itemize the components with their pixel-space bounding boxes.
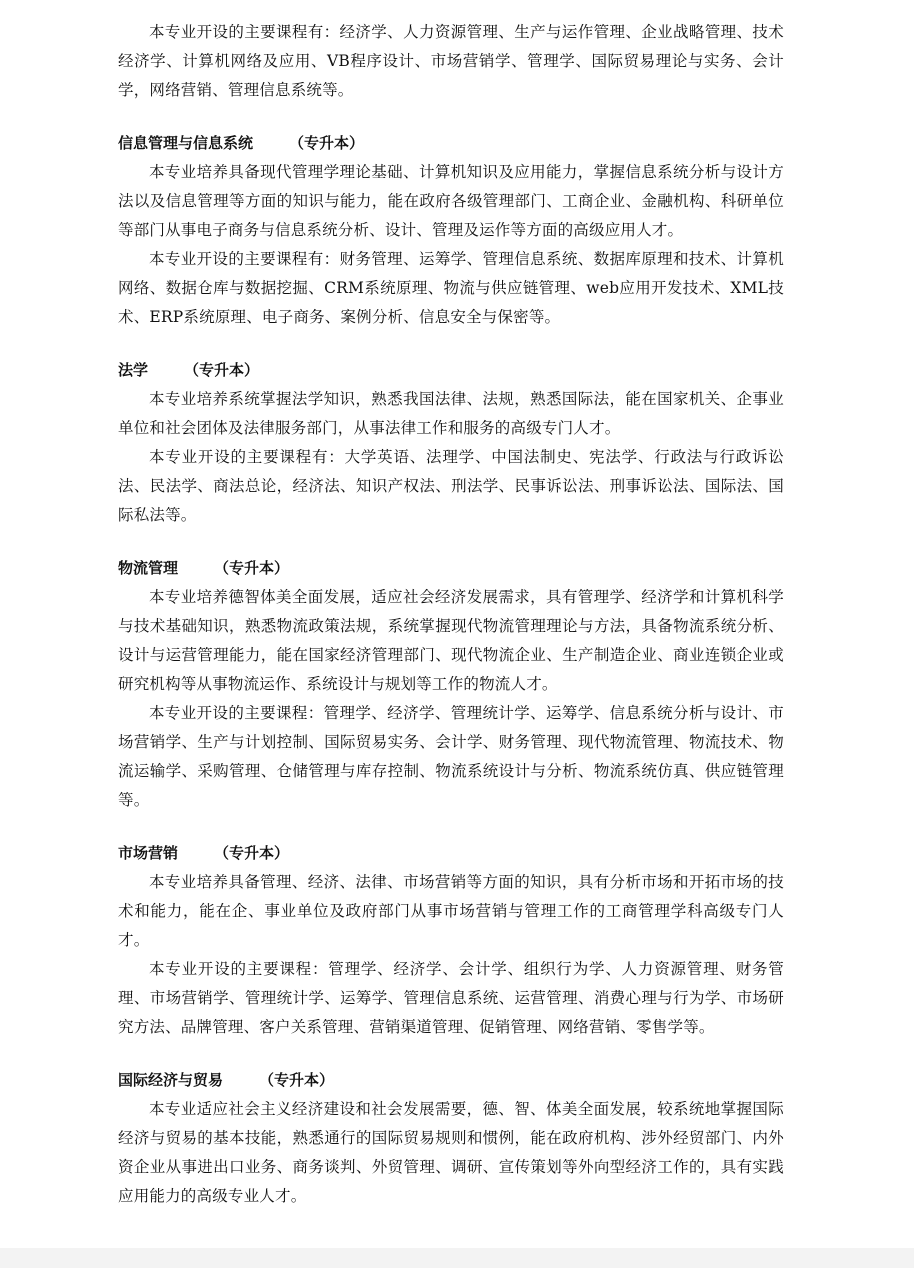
section-heading	[118, 129, 784, 158]
section-logistics	[118, 554, 784, 815]
section-paragraph: 本专业开设的主要课程：管理学、经济学、管理统计学、运筹学、信息系统分析与设计、市场营销学、生产与计划控制、国际贸易实务、会计学、财务管理、现代物流管理、物流技术、物流运输学、采购管理、仓储管理与库存控制、物流系统设计与分析、物流系统仿真、供应链管理等。	[118, 704, 784, 809]
section-title: 国际经济与贸易	[118, 1071, 224, 1089]
section-heading	[118, 839, 784, 868]
intro-paragraph: 本专业开设的主要课程有：经济学、人力资源管理、生产与运作管理、企业战略管理、技术经济学、计算机网络及应用、VB程序设计、市场营销学、管理学、国际贸易理论与实务、会计学，网络营销、管理信息系统等。	[118, 23, 784, 99]
section-title: 法学	[118, 361, 149, 379]
section-paragraph: 本专业培养具备管理、经济、法律、市场营销等方面的知识，具有分析市场和开拓市场的技术和能力，能在企、事业单位及政府部门从事市场营销与管理工作的工商管理学科高级专门人才。	[118, 873, 784, 949]
section-title: 市场营销	[118, 844, 179, 862]
document-page	[118, 18, 784, 1211]
section-tag: （专升本）	[259, 1071, 335, 1089]
section-paragraph: 本专业培养具备现代管理学理论基础、计算机知识及应用能力，掌握信息系统分析与设计方法以及信息管理等方面的知识与能力，能在政府各级管理部门、工商企业、金融机构、科研单位等部门从事电子商务与信息系统分析、设计、管理及运作等方面的高级应用人才。	[118, 163, 784, 239]
section-tag: （专升本）	[214, 844, 290, 862]
section-heading	[118, 554, 784, 583]
section-law	[118, 356, 784, 530]
section-tag: （专升本）	[289, 134, 365, 152]
section-heading	[118, 356, 784, 385]
section-heading	[118, 1066, 784, 1095]
section-tag: （专升本）	[214, 559, 290, 577]
section-tag: （专升本）	[184, 361, 260, 379]
section-title: 物流管理	[118, 559, 179, 577]
section-paragraph: 本专业开设的主要课程有：财务管理、运筹学、管理信息系统、数据库原理和技术、计算机网络、数据仓库与数据挖掘、CRM系统原理、物流与供应链管理、web应用开发技术、XML技术、ERP系统原理、电子商务、案例分析、信息安全与保密等。	[118, 250, 784, 326]
section-paragraph: 本专业开设的主要课程：管理学、经济学、会计学、组织行为学、人力资源管理、财务管理、市场营销学、管理统计学、运筹学、管理信息系统、运营管理、消费心理与行为学、市场研究方法、品牌管理、客户关系管理、营销渠道管理、促销管理、网络营销、零售学等。	[118, 960, 784, 1036]
section-paragraph: 本专业培养德智体美全面发展，适应社会经济发展需求，具有管理学、经济学和计算机科学与技术基础知识，熟悉物流政策法规，系统掌握现代物流管理理论与方法，具备物流系统分析、设计与运营管理能力，能在国家经济管理部门、现代物流企业、生产制造企业、商业连锁企业或研究机构等从事物流运作、系统设计与规划等工作的物流人才。	[118, 588, 784, 693]
section-paragraph: 本专业培养系统掌握法学知识，熟悉我国法律、法规，熟悉国际法，能在国家机关、企事业单位和社会团体及法律服务部门，从事法律工作和服务的高级专门人才。	[118, 390, 784, 437]
section-paragraph: 本专业开设的主要课程有：大学英语、法理学、中国法制史、宪法学、行政法与行政诉讼法、民法学、商法总论，经济法、知识产权法、刑法学、民事诉讼法、刑事诉讼法、国际法、国际私法等。	[118, 448, 784, 524]
section-marketing	[118, 839, 784, 1042]
section-title: 信息管理与信息系统	[118, 134, 254, 152]
intro-section	[118, 18, 784, 105]
section-info-management	[118, 129, 784, 332]
section-paragraph: 本专业适应社会主义经济建设和社会发展需要，德、智、体美全面发展，较系统地掌握国际经济与贸易的基本技能，熟悉通行的国际贸易规则和惯例，能在政府机构、涉外经贸部门、内外资企业从事进出口业务、商务谈判、外贸管理、调研、宣传策划等外向型经济工作的，具有实践应用能力的高级专业人才。	[118, 1100, 784, 1205]
page-bottom-edge	[0, 1248, 914, 1268]
section-intl-trade	[118, 1066, 784, 1211]
